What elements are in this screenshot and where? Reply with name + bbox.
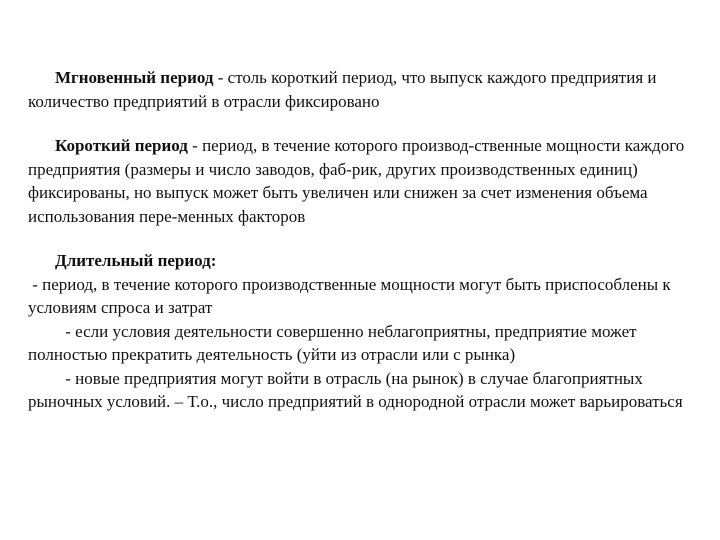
long-period-paragraph <box>28 249 692 414</box>
short-period-paragraph <box>28 134 692 228</box>
instant-period-text: - столь короткий период, что выпуск каждого предприятия и количество предприятий в отрасли фиксировано <box>28 68 657 111</box>
long-period-term: Длительный период: <box>55 251 217 270</box>
instant-period-paragraph <box>28 66 692 113</box>
short-period-term: Короткий период <box>55 136 188 155</box>
long-period-exit-text: - если условия деятельности совершенно неблагоприятны, предприятие может полностью прекратить деятельность (уйти из отрасли или с рынка) <box>28 321 637 364</box>
slide-content <box>28 66 692 414</box>
short-period-text: - период, в течение которого производ-ственные мощности каждого предприятия (размеры и число заводов, фаб-рик, других производственных единиц) фиксированы, но выпуск может быть увеличен или снижен за счет изменения объема использования пере-менных факторов <box>28 136 685 226</box>
instant-period-term: Мгновенный период <box>55 68 214 87</box>
long-period-definition: - период, в течение которого производственные мощности могут быть приспособлены к условиям спроса и затрат <box>28 274 671 317</box>
long-period-entry-text: - новые предприятия могут войти в отрасль (на рынок) в случае благоприятных рыночных условий. – Т.о., число предприятий в однородной отрасли может варьироваться <box>28 368 683 411</box>
